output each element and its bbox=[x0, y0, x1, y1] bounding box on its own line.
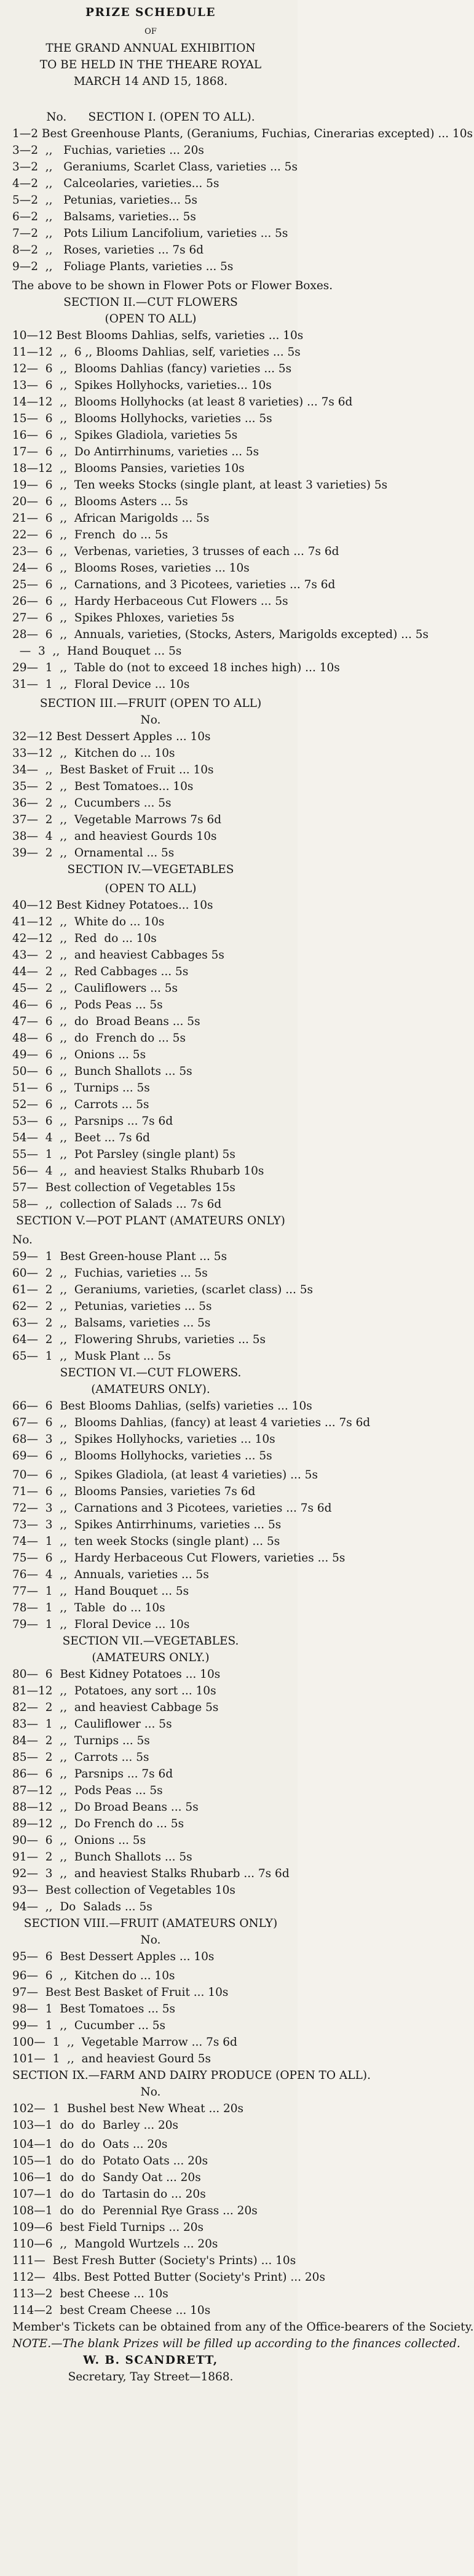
text-line: 47— 6 ,, do Broad Beans ... 5s bbox=[12, 1015, 200, 1028]
text-line: W. B. SCANDRETT, bbox=[83, 2354, 218, 2367]
text-line: 42—12 ,, Red do ... 10s bbox=[12, 932, 157, 945]
text-line: 10—12 Best Blooms Dahlias, selfs, varieties ... 10s bbox=[12, 329, 304, 342]
text-line: 66— 6 Best Blooms Dahlias, (selfs) varieties ... 10s bbox=[12, 1400, 312, 1413]
text-line: 1—2 Best Greenhouse Plants, (Geraniums, Fuchias, Cinerarias excepted) ... 10s bbox=[12, 127, 473, 140]
text-line: 59— 1 Best Green-house Plant ... 5s bbox=[12, 1250, 227, 1263]
text-line: 3—2 ,, Fuchias, varieties ... 20s bbox=[12, 144, 204, 157]
text-line: 54— 4 ,, Beet ... 7s 6d bbox=[12, 1131, 150, 1144]
text-line: 8—2 ,, Roses, varieties ... 7s 6d bbox=[12, 244, 204, 257]
text-line: 38— 4 ,, and heaviest Gourds 10s bbox=[12, 830, 217, 843]
text-line bbox=[12, 94, 289, 108]
text-line: 31— 1 ,, Floral Device ... 10s bbox=[12, 678, 190, 691]
text-line: Secretary, Tay Street—1868. bbox=[68, 2371, 234, 2383]
text-line: 71— 6 ,, Blooms Pansies, varieties 7s 6d bbox=[12, 1485, 256, 1498]
text-line: 56— 4 ,, and heaviest Stalks Rhubarb 10s bbox=[12, 1165, 264, 1178]
text-line: 108—1 do do Perennial Rye Grass ... 20s bbox=[12, 2204, 258, 2217]
text-line: 58— ,, collection of Salads ... 7s 6d bbox=[12, 1198, 222, 1211]
text-line: SECTION VI.—CUT FLOWERS. bbox=[60, 1366, 242, 1379]
text-line: 55— 1 ,, Pot Parsley (single plant) 5s bbox=[12, 1148, 235, 1161]
text-line: 67— 6 ,, Blooms Dahlias, (fancy) at least 4 varieties ... 7s 6d bbox=[12, 1416, 371, 1429]
text-line: 105—1 do do Potato Oats ... 20s bbox=[12, 2155, 208, 2167]
text-line: 32—12 Best Dessert Apples ... 10s bbox=[12, 730, 211, 743]
text-line: 26— 6 ,, Hardy Herbaceous Cut Flowers ... 5s bbox=[12, 595, 288, 608]
text-line: 95— 6 Best Dessert Apples ... 10s bbox=[12, 1950, 215, 1963]
text-line: — 3 ,, Hand Bouquet ... 5s bbox=[12, 645, 182, 658]
text-line: MARCH 14 AND 15, 1868. bbox=[73, 75, 228, 88]
text-line: 110—6 ,, Mangold Wurtzels ... 20s bbox=[12, 2238, 218, 2251]
text-line: 29— 1 ,, Table do (not to exceed 18 inches high) ... 10s bbox=[12, 661, 340, 674]
text-line: 97— Best Best Basket of Fruit ... 10s bbox=[12, 1986, 229, 1999]
text-line: 68— 3 ,, Spikes Hollyhocks, varieties ... 10s bbox=[12, 1433, 275, 1446]
text-line: 63— 2 ,, Balsams, varieties ... 5s bbox=[12, 1317, 211, 1330]
text-line: 72— 3 ,, Carnations and 3 Picotees, varieties ... 7s 6d bbox=[12, 1502, 332, 1515]
text-line: 20— 6 ,, Blooms Asters ... 5s bbox=[12, 495, 188, 508]
text-line: 51— 6 ,, Turnips ... 5s bbox=[12, 1082, 150, 1095]
text-line: 114—2 best Cream Cheese ... 10s bbox=[12, 2304, 211, 2317]
text-line: 33—12 ,, Kitchen do ... 10s bbox=[12, 747, 175, 760]
text-line: 83— 1 ,, Cauliflower ... 5s bbox=[12, 1718, 172, 1731]
text-line: 89—12 ,, Do French do ... 5s bbox=[12, 1817, 184, 1830]
text-line: (AMATEURS ONLY.) bbox=[92, 1651, 210, 1664]
text-line: 48— 6 ,, do French do ... 5s bbox=[12, 1032, 186, 1045]
text-line: 73— 3 ,, Spikes Antirrhinums, varieties ... 5s bbox=[12, 1518, 282, 1531]
text-line: 104—1 do do Oats ... 20s bbox=[12, 2138, 168, 2151]
text-line: 86— 6 ,, Parsnips ... 7s 6d bbox=[12, 1768, 173, 1780]
text-line: SECTION V.—POT PLANT (AMATEURS ONLY) bbox=[16, 1214, 285, 1227]
text-line: 57— Best collection of Vegetables 15s bbox=[12, 1181, 235, 1194]
text-line: 74— 1 ,, ten week Stocks (single plant) ... 5s bbox=[12, 1535, 280, 1548]
text-line: 17— 6 ,, Do Antirrhinums, varieties ... 5s bbox=[12, 445, 259, 458]
text-line: 4—2 ,, Calceolaries, varieties... 5s bbox=[12, 177, 219, 190]
text-line: 18—12 ,, Blooms Pansies, varieties 10s bbox=[12, 462, 245, 475]
text-line: 75— 6 ,, Hardy Herbaceous Cut Flowers, varieties ... 5s bbox=[12, 1552, 346, 1565]
text-line: THE GRAND ANNUAL EXHIBITION bbox=[45, 42, 256, 55]
text-line: 27— 6 ,, Spikes Phloxes, varieties 5s bbox=[12, 612, 235, 624]
text-line: SECTION II.—CUT FLOWERS bbox=[63, 296, 238, 309]
text-line: 53— 6 ,, Parsnips ... 7s 6d bbox=[12, 1115, 173, 1128]
text-line: 81—12 ,, Potatoes, any sort ... 10s bbox=[12, 1685, 216, 1697]
text-line: 103—1 do do Barley ... 20s bbox=[12, 2119, 179, 2132]
text-line: 92— 3 ,, and heaviest Stalks Rhubarb ... 7s 6d bbox=[12, 1867, 290, 1880]
text-line: 69— 6 ,, Blooms Hollyhocks, varieties ... 5s bbox=[12, 1449, 272, 1462]
text-line: No. bbox=[140, 714, 161, 727]
text-line: 12— 6 ,, Blooms Dahlias (fancy) varieties ... 5s bbox=[12, 362, 292, 375]
text-line: 44— 2 ,, Red Cabbages ... 5s bbox=[12, 965, 189, 978]
text-line: PRIZE SCHEDULE bbox=[85, 6, 216, 19]
text-line: 101— 1 ,, and heaviest Gourd 5s bbox=[12, 2052, 211, 2065]
text-line: 98— 1 Best Tomatoes ... 5s bbox=[12, 2003, 175, 2016]
text-line: 60— 2 ,, Fuchias, varieties ... 5s bbox=[12, 1267, 208, 1280]
text-line: 39— 2 ,, Ornamental ... 5s bbox=[12, 847, 175, 859]
text-line: No. SECTION I. (OPEN TO ALL). bbox=[46, 111, 255, 124]
text-line: 99— 1 ,, Cucumber ... 5s bbox=[12, 2019, 166, 2032]
text-line: 15— 6 ,, Blooms Hollyhocks, varieties ... 5s bbox=[12, 412, 272, 425]
text-line: 28— 6 ,, Annuals, varieties, (Stocks, Asters, Marigolds excepted) ... 5s bbox=[12, 628, 429, 641]
text-line: 23— 6 ,, Verbenas, varieties, 3 trusses of each ... 7s 6d bbox=[12, 545, 339, 558]
text-line: 79— 1 ,, Floral Device ... 10s bbox=[12, 1618, 190, 1631]
text-line: 24— 6 ,, Blooms Roses, varieties ... 10s bbox=[12, 562, 250, 575]
text-line: 41—12 ,, White do ... 10s bbox=[12, 915, 165, 928]
text-line: 90— 6 ,, Onions ... 5s bbox=[12, 1834, 146, 1847]
text-line: 88—12 ,, Do Broad Beans ... 5s bbox=[12, 1801, 199, 1814]
text-line: SECTION IV.—VEGETABLES bbox=[67, 863, 234, 876]
text-line: 78— 1 ,, Table do ... 10s bbox=[12, 1601, 165, 1614]
text-line: 5—2 ,, Petunias, varieties... 5s bbox=[12, 194, 198, 207]
text-line: 22— 6 ,, French do ... 5s bbox=[12, 528, 168, 541]
text-line: SECTION VII.—VEGETABLES. bbox=[62, 1635, 239, 1648]
text-line: 64— 2 ,, Flowering Shrubs, varieties ... 5s bbox=[12, 1333, 266, 1346]
text-line: 16— 6 ,, Spikes Gladiola, varieties 5s bbox=[12, 429, 238, 442]
text-line: 109—6 best Field Turnips ... 20s bbox=[12, 2221, 203, 2234]
text-line: SECTION IX.—FARM AND DAIRY PRODUCE (OPEN TO ALL). bbox=[12, 2069, 371, 2082]
text-line: 36— 2 ,, Cucumbers ... 5s bbox=[12, 797, 172, 810]
text-line: 91— 2 ,, Bunch Shallots ... 5s bbox=[12, 1851, 192, 1864]
text-line: 65— 1 ,, Musk Plant ... 5s bbox=[12, 1350, 171, 1363]
text-line: 84— 2 ,, Turnips ... 5s bbox=[12, 1734, 150, 1747]
text-line: 46— 6 ,, Pods Peas ... 5s bbox=[12, 999, 163, 1011]
text-line: 113—2 best Cheese ... 10s bbox=[12, 2287, 168, 2300]
text-line: 40—12 Best Kidney Potatoes... 10s bbox=[12, 899, 213, 912]
text-line: 82— 2 ,, and heaviest Cabbage 5s bbox=[12, 1701, 219, 1714]
text-line: No. bbox=[140, 2086, 161, 2099]
text-line: 112— 4lbs. Best Potted Butter (Society's Print) ... 20s bbox=[12, 2271, 325, 2284]
text-line: (AMATEURS ONLY). bbox=[91, 1383, 210, 1396]
text-line: NOTE.—The blank Prizes will be filled up according to the finances collected. bbox=[12, 2337, 460, 2350]
text-line: 102— 1 Bushel best New Wheat ... 20s bbox=[12, 2102, 243, 2115]
text-line: 45— 2 ,, Cauliflowers ... 5s bbox=[12, 982, 178, 995]
text-line: 107—1 do do Tartasin do ... 20s bbox=[12, 2188, 206, 2201]
text-line: 77— 1 ,, Hand Bouquet ... 5s bbox=[12, 1585, 189, 1598]
text-line: 25— 6 ,, Carnations, and 3 Picotees, varieties ... 7s 6d bbox=[12, 578, 336, 591]
text-line: 3—2 ,, Geraniums, Scarlet Class, varieties ... 5s bbox=[12, 161, 298, 173]
text-line: 111— Best Fresh Butter (Society's Prints) ... 10s bbox=[12, 2254, 296, 2267]
text-line: SECTION VIII.—FRUIT (AMATEURS ONLY) bbox=[23, 1917, 278, 1930]
text-line: 37— 2 ,, Vegetable Marrows 7s 6d bbox=[12, 813, 222, 826]
text-line: 87—12 ,, Pods Peas ... 5s bbox=[12, 1784, 163, 1797]
text-line: 100— 1 ,, Vegetable Marrow ... 7s 6d bbox=[12, 2036, 237, 2049]
text-line: 76— 4 ,, Annuals, varieties ... 5s bbox=[12, 1568, 209, 1581]
text-line: TO BE HELD IN THE THEARE ROYAL bbox=[39, 58, 262, 71]
text-line: SECTION III.—FRUIT (OPEN TO ALL) bbox=[39, 697, 262, 710]
text-line: 62— 2 ,, Petunias, varieties ... 5s bbox=[12, 1300, 212, 1313]
text-line: 13— 6 ,, Spikes Hollyhocks, varieties... 10s bbox=[12, 379, 272, 392]
text-line: 50— 6 ,, Bunch Shallots ... 5s bbox=[12, 1065, 192, 1078]
text-line: 52— 6 ,, Carrots ... 5s bbox=[12, 1098, 149, 1111]
text-line: 7—2 ,, Pots Lilium Lancifolium, varieties ... 5s bbox=[12, 227, 288, 240]
text-line: 35— 2 ,, Best Tomatoes... 10s bbox=[12, 780, 194, 793]
text-line: 106—1 do do Sandy Oat ... 20s bbox=[12, 2171, 201, 2184]
text-line: 6—2 ,, Balsams, varieties... 5s bbox=[12, 210, 196, 223]
text-line: OF bbox=[144, 27, 157, 36]
text-line: 70— 6 ,, Spikes Gladiola, (at least 4 varieties) ... 5s bbox=[12, 1469, 318, 1481]
text-line: 85— 2 ,, Carrots ... 5s bbox=[12, 1751, 149, 1764]
text-line: 14—12 ,, Blooms Hollyhocks (at least 8 varieties) ... 7s 6d bbox=[12, 396, 353, 409]
text-line: (OPEN TO ALL) bbox=[105, 882, 197, 895]
text-line: 94— ,, Do Salads ... 5s bbox=[12, 1900, 152, 1913]
text-line: 96— 6 ,, Kitchen do ... 10s bbox=[12, 1969, 175, 1982]
text-line: The above to be shown in Flower Pots or Flower Boxes. bbox=[12, 279, 333, 292]
text-line: 61— 2 ,, Geraniums, varieties, (scarlet class) ... 5s bbox=[12, 1283, 314, 1296]
text-line: (OPEN TO ALL) bbox=[105, 313, 197, 325]
text-line: Member's Tickets can be obtained from any of the Office-bearers of the Society. bbox=[12, 2321, 474, 2334]
text-line: No. bbox=[140, 1934, 161, 1947]
text-line: 21— 6 ,, African Marigolds ... 5s bbox=[12, 512, 210, 525]
text-line: No. bbox=[12, 1234, 33, 1246]
text-line: 80— 6 Best Kidney Potatoes ... 10s bbox=[12, 1668, 221, 1681]
text-line: 93— Best collection of Vegetables 10s bbox=[12, 1884, 235, 1897]
text-line: 34— ,, Best Basket of Fruit ... 10s bbox=[12, 764, 214, 776]
text-line: 11—12 ,, 6 ,, Blooms Dahlias, self, varieties ... 5s bbox=[12, 346, 301, 359]
text-line: 9—2 ,, Foliage Plants, varieties ... 5s bbox=[12, 260, 234, 273]
text-line: 19— 6 ,, Ten weeks Stocks (single plant, at least 3 varieties) 5s bbox=[12, 479, 388, 492]
text-line: 43— 2 ,, and heaviest Cabbages 5s bbox=[12, 949, 224, 962]
text-line: 49— 6 ,, Onions ... 5s bbox=[12, 1048, 146, 1061]
